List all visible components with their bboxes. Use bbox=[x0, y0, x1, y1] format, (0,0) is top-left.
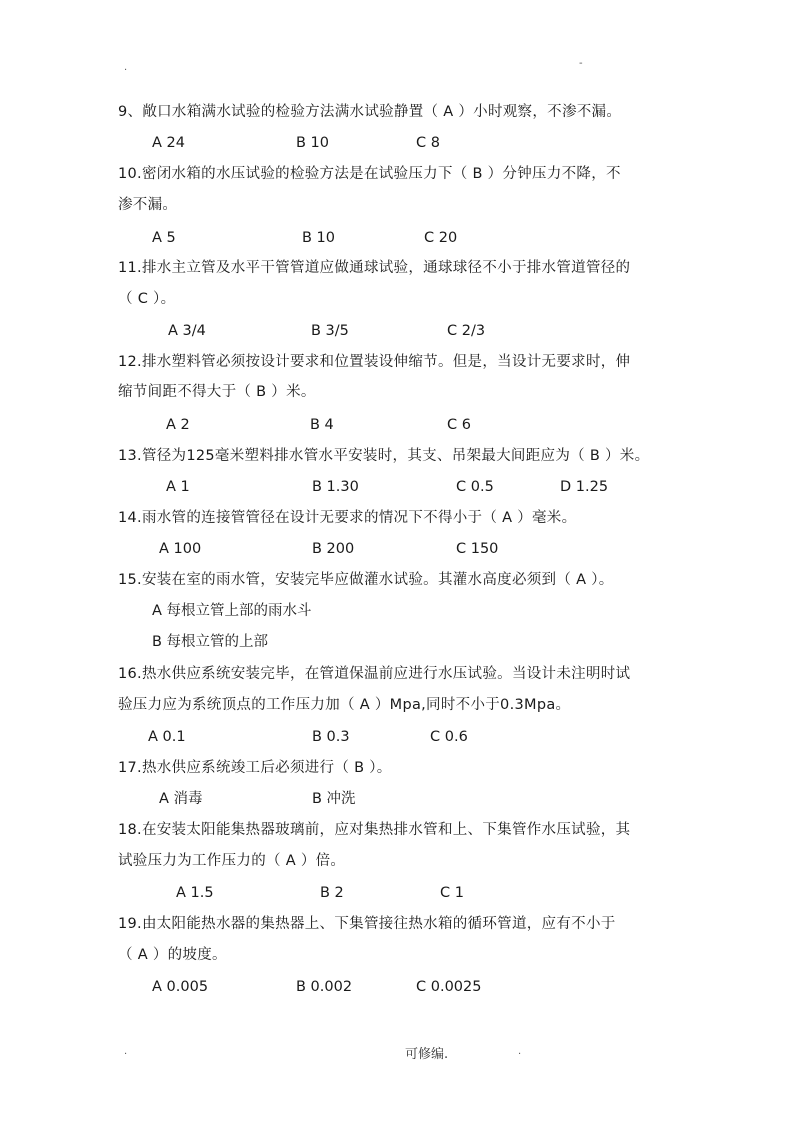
question-10-option-b: B 10 bbox=[302, 230, 336, 246]
question-14-option-a: A 100 bbox=[159, 541, 202, 557]
question-11-option-c: C 2/3 bbox=[447, 323, 486, 339]
question-12-line-1: 12.排水塑料管必须按设计要求和位置装设伸缩节。但是，当设计无要求时，伸 bbox=[118, 354, 631, 370]
header-left-mark: . bbox=[124, 62, 128, 73]
question-16-option-b: B 0.3 bbox=[312, 729, 350, 745]
question-12-option-c: C 6 bbox=[447, 417, 471, 433]
question-13-option-d: D 1.25 bbox=[560, 479, 609, 495]
question-11-option-b: B 3/5 bbox=[311, 323, 349, 339]
question-15-option-a: A 每根立管上部的雨水斗 bbox=[152, 603, 312, 619]
question-17-option-b: B 冲洗 bbox=[312, 791, 356, 807]
question-13-line-1: 13.管径为125毫米塑料排水管水平安装时，其支、吊架最大间距应为（ B ）米。 bbox=[118, 448, 650, 464]
question-16-option-c: C 0.6 bbox=[430, 729, 468, 745]
question-9-option-b: B 10 bbox=[296, 135, 330, 151]
question-12-option-b: B 4 bbox=[310, 417, 334, 433]
question-14-option-c: C 150 bbox=[456, 541, 499, 557]
question-19-option-c: C 0.0025 bbox=[416, 979, 482, 995]
question-17-line-1: 17.热水供应系统竣工后必须进行（ B ）。 bbox=[118, 760, 392, 776]
question-13-option-b: B 1.30 bbox=[312, 479, 359, 495]
question-13-option-c: C 0.5 bbox=[456, 479, 494, 495]
question-15-option-b: B 每根立管的上部 bbox=[152, 634, 269, 650]
question-16-option-a: A 0.1 bbox=[148, 729, 186, 745]
question-10-option-a: A 5 bbox=[152, 230, 176, 246]
question-14-line-1: 14.雨水管的连接管管径在设计无要求的情况下不得小于（ A ）毫米。 bbox=[118, 510, 577, 526]
question-11-line-1: 11.排水主立管及水平干管管道应做通球试验，通球球径不小于排水管道管径的 bbox=[118, 260, 631, 276]
footer-left-mark: . bbox=[124, 1046, 128, 1057]
question-11-line-2: （ C ）。 bbox=[118, 291, 176, 307]
question-15-line-1: 15.安装在室的雨水管，安装完毕应做灌水试验。其灌水高度必须到（ A ）。 bbox=[118, 572, 614, 588]
question-19-option-a: A 0.005 bbox=[152, 979, 209, 995]
question-18-option-a: A 1.5 bbox=[176, 885, 214, 901]
question-12-line-2: 缩节间距不得大于（ B ）米。 bbox=[118, 384, 316, 400]
question-9-line-1: 9、敞口水箱满水试验的检验方法满水试验静置（ A ）小时观察，不渗不漏。 bbox=[118, 104, 622, 120]
question-16-line-2: 验压力应为系统顶点的工作压力加（ A ）Mpa,同时不小于0.3Mpa。 bbox=[118, 697, 571, 713]
question-19-line-1: 19.由太阳能热水器的集热器上、下集管接往热水箱的循环管道，应有不小于 bbox=[118, 916, 616, 932]
question-18-line-1: 18.在安装太阳能集热器玻璃前，应对集热排水管和上、下集管作水压试验，其 bbox=[118, 822, 631, 838]
question-11-option-a: A 3/4 bbox=[168, 323, 206, 339]
question-9-option-c: C 8 bbox=[416, 135, 440, 151]
footer-editable-note: 可修编. bbox=[405, 1047, 449, 1062]
question-18-line-2: 试验压力为工作压力的（ A ）倍。 bbox=[118, 853, 346, 869]
question-19-line-2: （ A ）的坡度。 bbox=[118, 947, 227, 963]
question-10-line-1: 10.密闭水箱的水压试验的检验方法是在试验压力下（ B ）分钟压力不降，不 bbox=[118, 166, 621, 182]
question-10-line-2: 渗不漏。 bbox=[118, 197, 178, 213]
question-17-option-a: A 消毒 bbox=[159, 791, 203, 807]
question-9-option-a: A 24 bbox=[152, 135, 185, 151]
header-right-mark: - bbox=[579, 58, 583, 69]
footer-right-mark: . bbox=[518, 1046, 522, 1057]
question-16-line-1: 16.热水供应系统安装完毕，在管道保温前应进行水压试验。当设计未注明时试 bbox=[118, 666, 631, 682]
question-13-option-a: A 1 bbox=[166, 479, 190, 495]
question-14-option-b: B 200 bbox=[312, 541, 355, 557]
question-10-option-c: C 20 bbox=[424, 230, 458, 246]
question-12-option-a: A 2 bbox=[166, 417, 190, 433]
question-19-option-b: B 0.002 bbox=[296, 979, 353, 995]
question-18-option-c: C 1 bbox=[440, 885, 464, 901]
question-18-option-b: B 2 bbox=[320, 885, 344, 901]
